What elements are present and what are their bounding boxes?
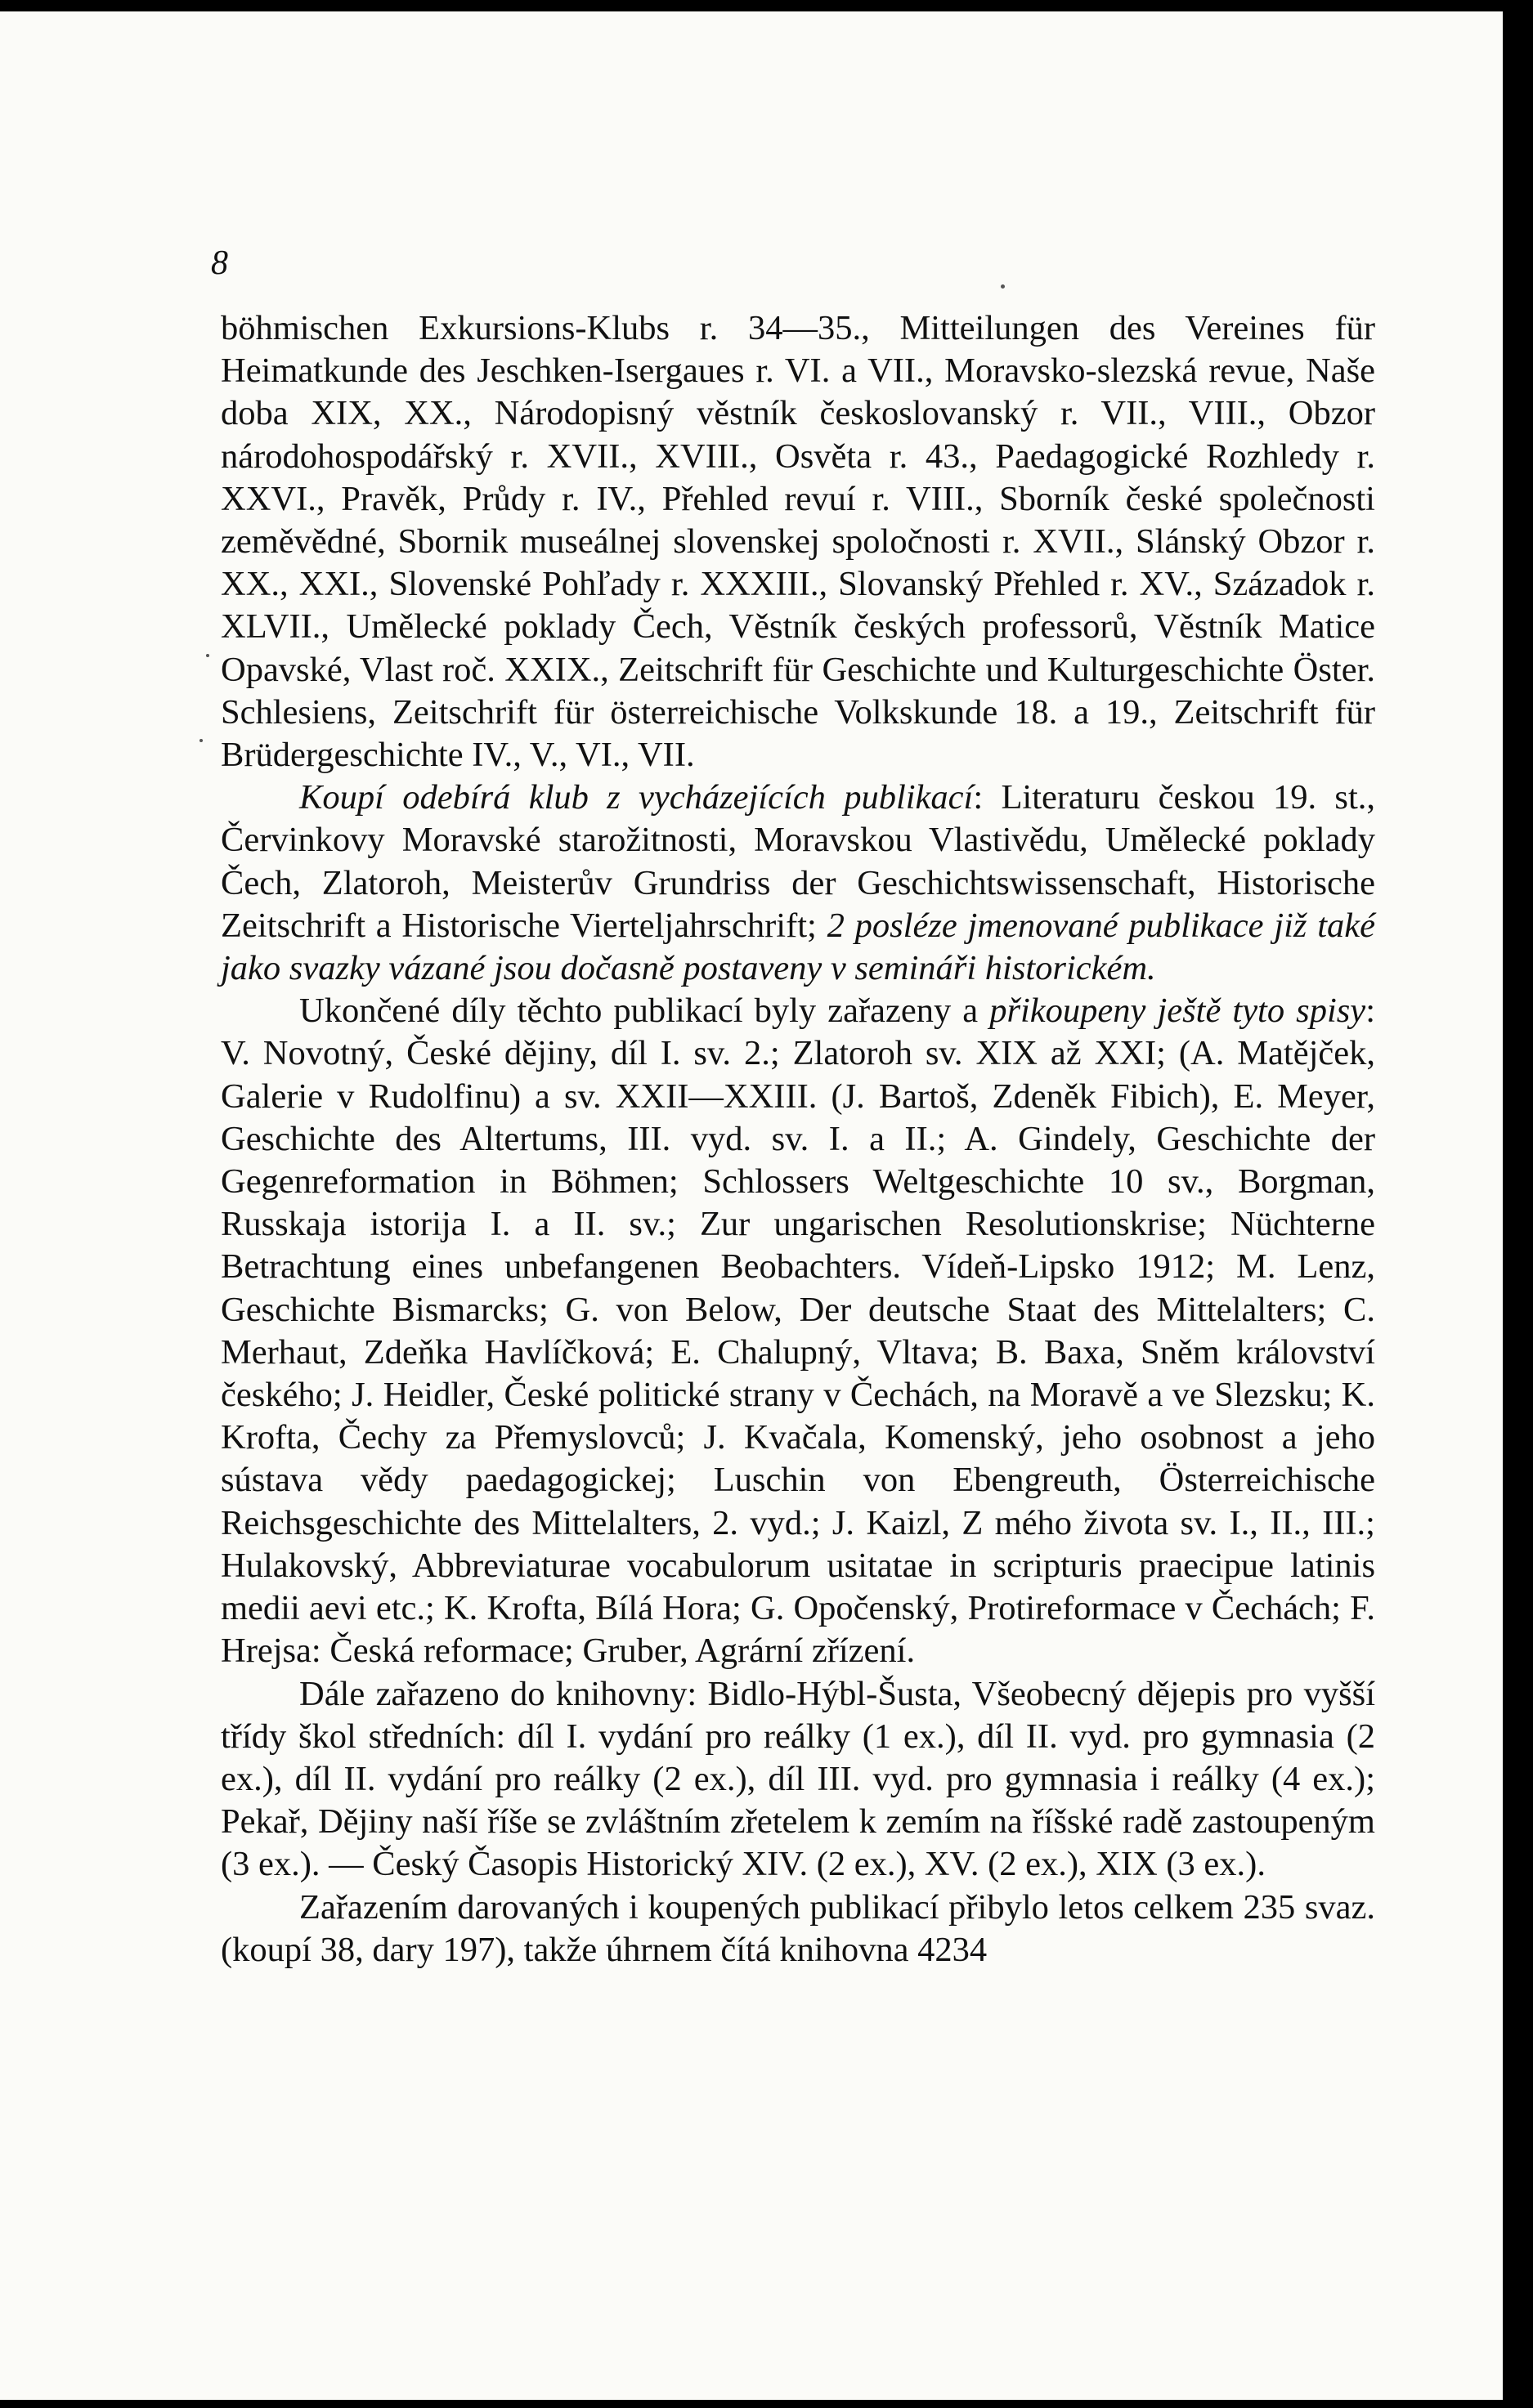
scan-speck	[1001, 284, 1005, 289]
paragraph	[221, 777, 1375, 990]
paragraph	[221, 1673, 1375, 1887]
italic-segment: přikoupeny ještě tyto spisy	[989, 991, 1366, 1031]
text-segment: Ukončené díly těchto publikací byly zařazeny a	[299, 991, 990, 1031]
italic-segment: 2 posléze jmenované publikace již také jako svazky vázané jsou dočasně postaveny v semináři historickém.	[221, 906, 1375, 988]
paragraph	[221, 1887, 1375, 1972]
text-segment: Zařazením darovaných i koupených publikací přibylo letos celkem 235 svaz. (koupí 38, dary 197), takže úhrnem čítá knihovna 4234	[221, 1887, 1375, 1969]
scan-speck	[206, 654, 209, 657]
scanned-page	[0, 11, 1503, 2400]
italic-segment: Koupí odebírá klub z vycházejících publikací	[299, 778, 974, 817]
paragraph	[221, 990, 1375, 1672]
page-number: 8	[211, 244, 228, 282]
scan-speck	[199, 739, 203, 742]
text-segment: : V. Novotný, České dějiny, díl I. sv. 2.; Zlatoroh sv. XIX až XXI; (A. Matějček, Galerie v Rudolfinu) a sv. XXII—XXIII. (J. Bartoš, Zdeněk Fibich), E. Meyer, Geschichte des Altertums, III. vyd. sv. I. a II.; A. Gindely, Geschichte der Gegenreformation in Böhmen; Schlossers Weltgeschichte 10 sv., Borgman, Russkaja istorija I. a II. sv.; Zur ungarischen Resolutionskrise; Nüchterne Betrachtung eines unbefangenen Beobachters. Vídeň-Lipsko 1912; M. Lenz, Geschichte Bismarcks; G. von Below, Der deutsche Staat des Mittelalters; C. Merhaut, Zdeňka Havlíčková; E. Chalupný, Vltava; B. Baxa, Sněm království českého; J. Heidler, České politické strany v Čechách, na Moravě a ve Slezsku; K. Krofta, Čechy za Přemyslovců; J. Kvačala, Komenský, jeho osobnost a jeho sústava vědy paedagogickej; Luschin von Ebengreuth, Österreichische Reichsgeschichte des Mittelalters, 2. vyd.; J. Kaizl, Z mého života sv. I., II., III.; Hulakovský, Abbreviaturae vocabulorum usitatae in scripturis praecipue latinis medii aevi etc.; K. Krofta, Bílá Hora; G. Opočenský, Protireformace v Čechách; F. Hrejsa: Česká reformace; Gruber, Agrární zřízení.	[221, 991, 1375, 1671]
paragraph	[221, 307, 1375, 777]
text-segment: Dále zařazeno do knihovny: Bidlo-Hýbl-Šusta, Všeobecný dějepis pro vyšší třídy škol středních: díl I. vydání pro reálky (1 ex.), díl II. vyd. pro gymnasia (2 ex.), díl II. vydání pro reálky (2 ex.), díl III. vyd. pro gymnasia i reálky (4 ex.); Pekař, Dějiny naší říše se zvláštním zřetelem k zemím na říšské radě zastoupeným (3 ex.). — Český Časopis Historický XIV. (2 ex.), XV. (2 ex.), XIX (3 ex.).	[221, 1674, 1375, 1884]
body-text	[221, 307, 1375, 1972]
text-segment: böhmischen Exkursions-Klubs r. 34—35., Mitteilungen des Vereines für Heimatkunde des Jeschken-Isergaues r. VI. a VII., Moravsko-slezská revue, Naše doba XIX, XX., Národopisný věstník českoslovanský r. VII., VIII., Obzor národohospodářský r. XVII., XVIII., Osvěta r. 43., Paedagogické Rozhledy r. XXVI., Pravěk, Průdy r. IV., Přehled revuí r. VIII., Sborník české společnosti zeměvědné, Sbornik museálnej slovenskej spoločnosti r. XVII., Slánský Obzor r. XX., XXI., Slovenské Pohľady r. XXXIII., Slovanský Přehled r. XV., Századok r. XLVII., Umělecké poklady Čech, Věstník českých professorů, Věstník Matice Opavské, Vlast roč. XXIX., Zeitschrift für Geschichte und Kulturgeschichte Öster. Schlesiens, Zeitschrift für österreichische Volkskunde 18. a 19., Zeitschrift für Brüdergeschichte IV., V., VI., VII.	[221, 309, 1375, 775]
text-segment: : Literaturu českou 19. st., Červinkovy Moravské starožitnosti, Moravskou Vlastivědu, Umělecké poklady Čech, Zlatoroh, Meisterův Grundriss der Geschichtswissenschaft, Historische Zeitschrift a Historische Vierteljahrschrift;	[221, 778, 1376, 945]
